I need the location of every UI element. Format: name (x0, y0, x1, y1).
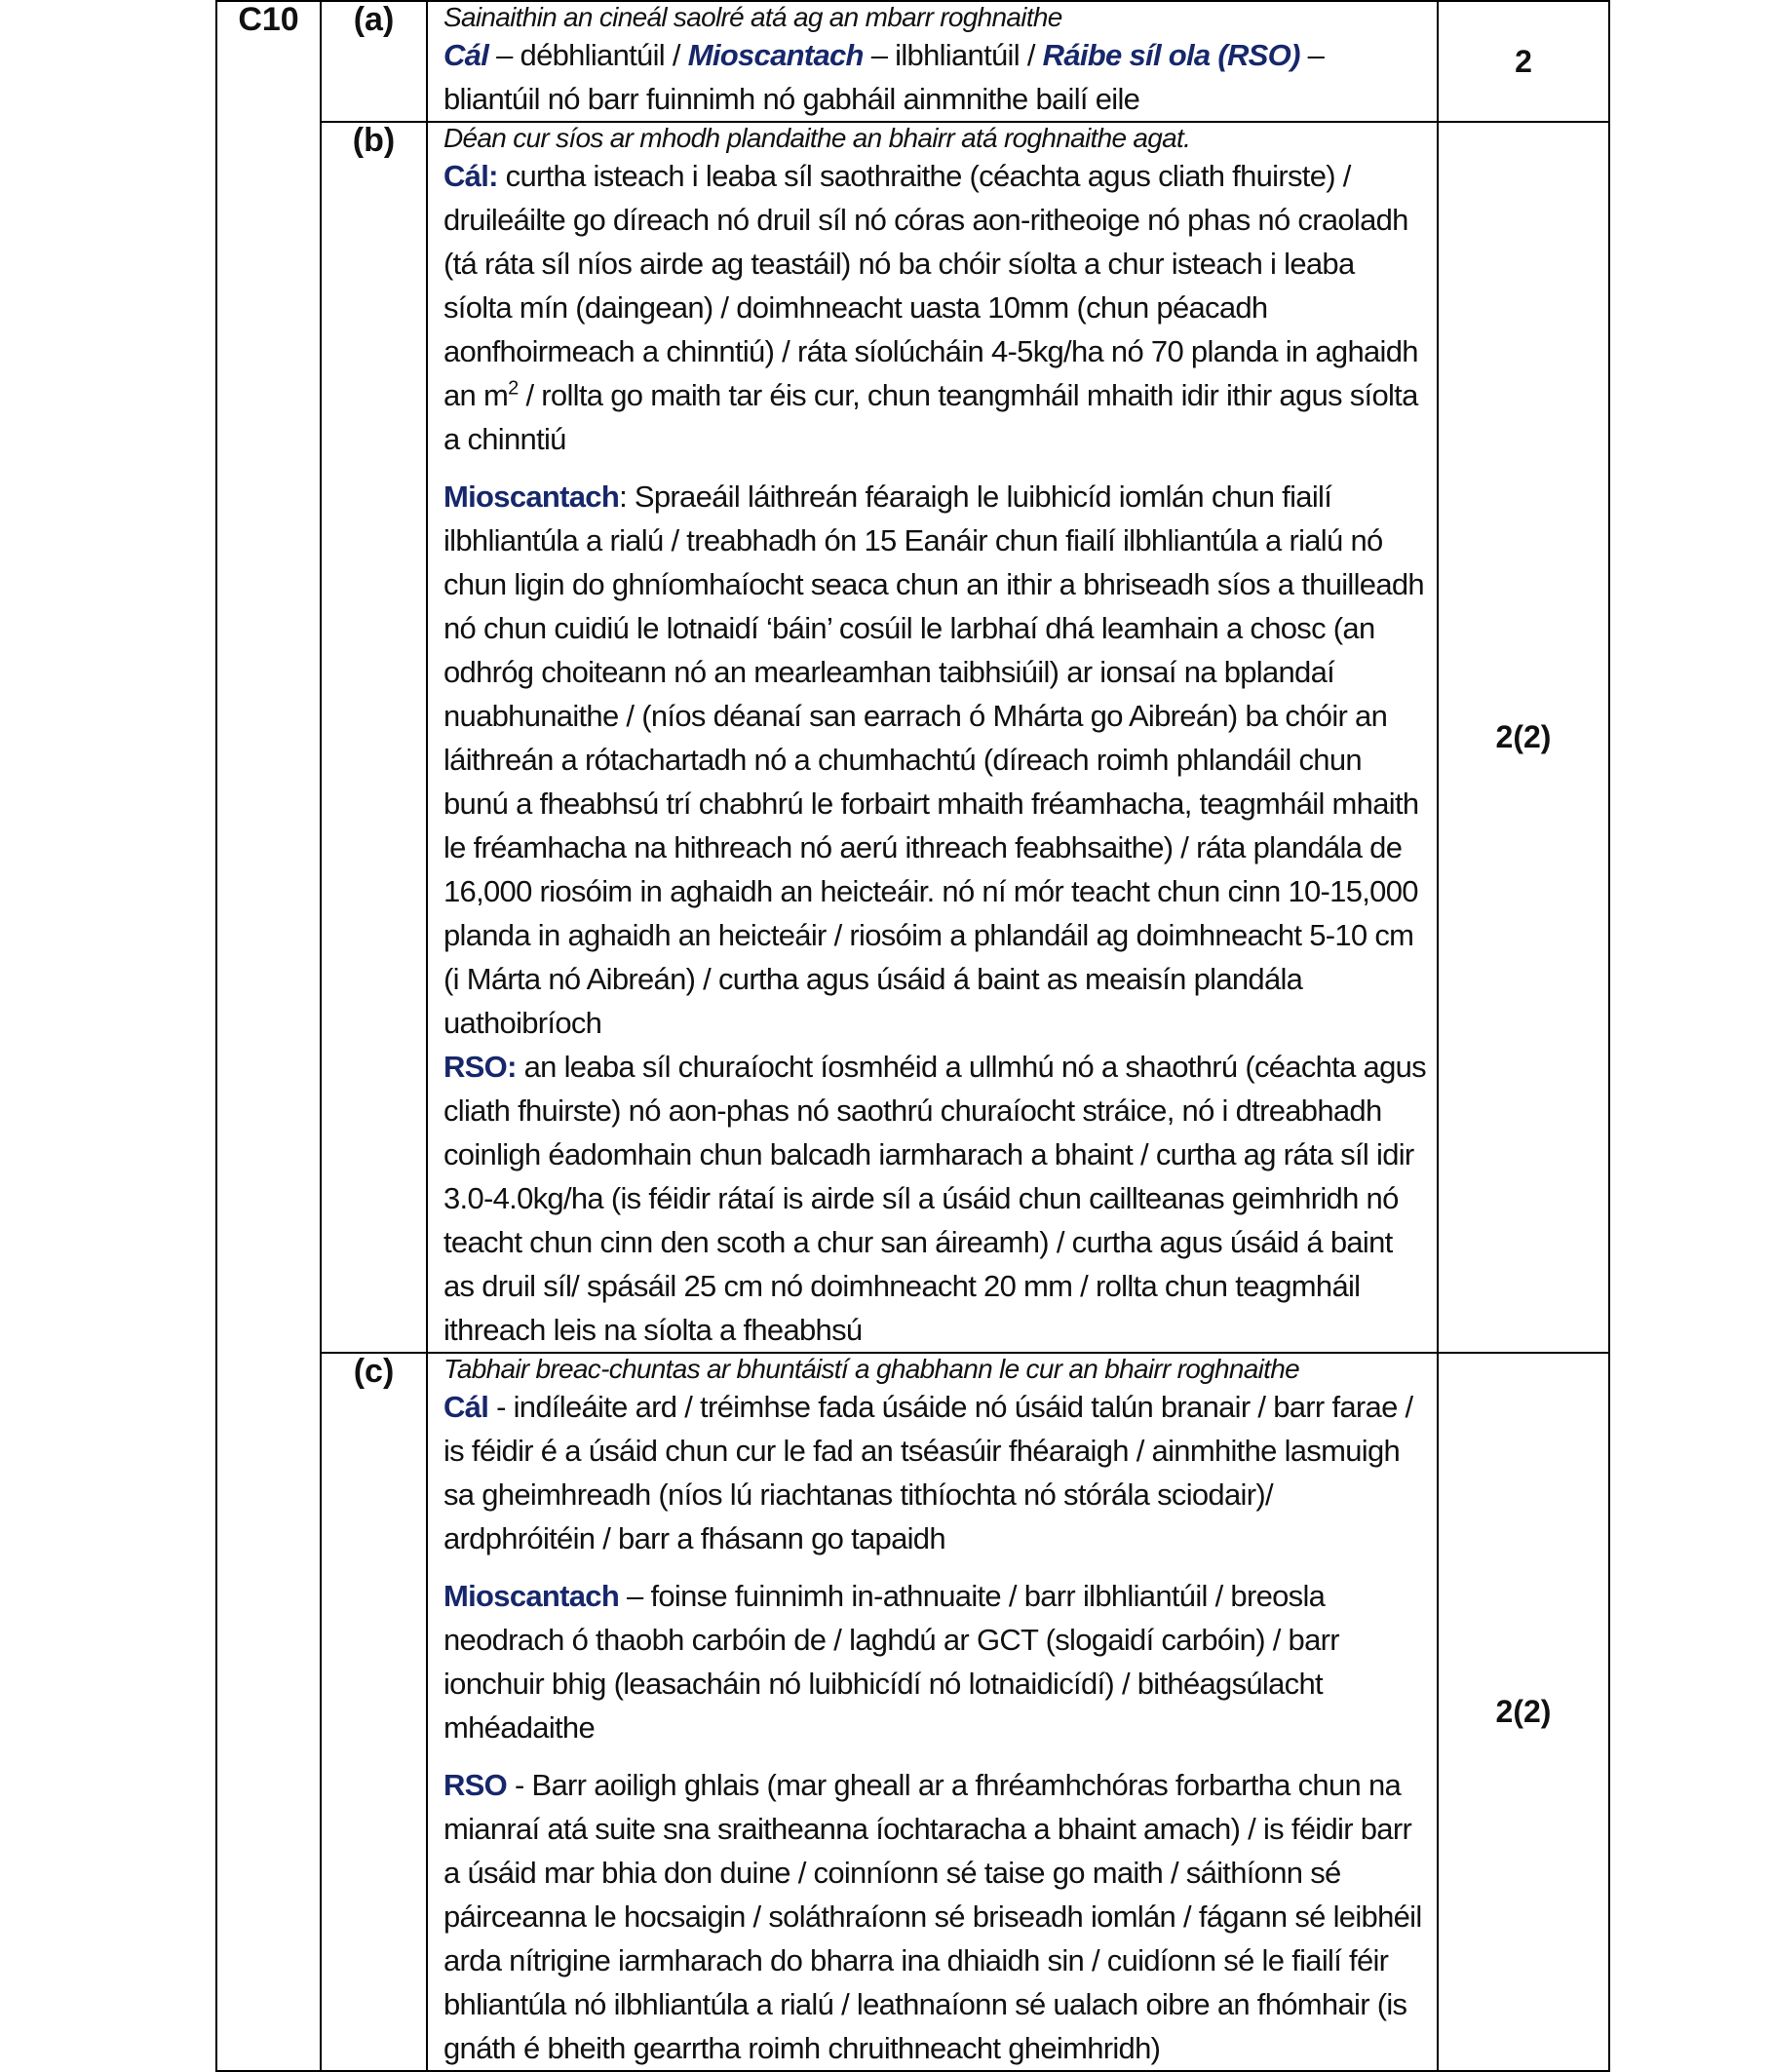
heading-rso-a: Ráibe síl ola (RSO) (1042, 38, 1300, 72)
text-cal-c: - indíleáite ard / tréimhse fada úsáide nó úsáid talún branair / barr farae / is féidir é a úsáid chun cur le fad an tséasúir fhéaraigh / ainmhithe lasmuigh sa gheimhreadh (níos lú riachtanas tithíochta nó stórála sciodair)/ ardphróitéin / barr a fhásann go tapaidh (443, 1390, 1413, 1555)
text-mioscantach-b: : Spraeáil láithreán féaraigh le luibhicíd iomlán chun fiailí ilbhliantúla a rialú / treabhadh ón 15 Eanáir chun fiailí ilbhliantúla a rialú nó chun ligin do ghníomhaíocht seaca chun an ithir a bhriseadh síos a thuilleadh nó chun cuidiú le lotnaidí ‘báin’ cosúil le larbhaí dhá leamhain a chosc (an odhróg choiteann nó an mearleamhan taibhsiúil) ar ionsaí na bplandaí nuabhunaithe / (níos déanaí san earrach ó Mhárta go Aibreán) ba chóir an láithreán a rótachartadh nó a chumhachtú (díreach roimh phlandáil chun bunú a fheabhsú trí chabhrú le forbairt mhaith fréamhacha, teagmháil mhaith le fréamhacha na hithreach nó aerú ithreach feabhsaithe) / ráta plandála de 16,000 riosóim in aghaidh an heicteáir. nó ní mór teacht chun cinn 10-15,000 planda in aghaidh an heicteáir / riosóim a phlandáil ag doimhneacht 5-10 cm (i Márta nó Aibreán) / curtha agus úsáid á baint as meaisín plandála uathoibríoch (443, 480, 1424, 1040)
paragraph-cal-c (443, 1385, 1427, 1560)
prompt-b: Déan cur síos ar mhodh plandaithe an bhairr atá roghnaithe agat. (443, 123, 1191, 153)
heading-cal-c: Cál (443, 1390, 489, 1424)
heading-cal-b: Cál: (443, 159, 498, 193)
text-rso-b: an leaba síl churaíocht íosmhéid a ullmhú nó a shaothrú (céachta agus cliath fhuirste) nó aon-phas nó saothrú churaíocht stráice, nó i dtreabhadh coinligh éadomhain chun balcadh iarmharach a bhaint / curtha ag ráta síl idir 3.0-4.0kg/ha (is féidir rátaí is airde síl a úsáid chun caillteanas geimhridh nó teacht chun cinn den scoth a chur san áireamh) / curtha agus úsáid á baint as druil síl/ spásáil 25 cm nó doimhneacht 20 mm / rollta chun teagmháil ithreach leis na síolta a fheabhsú (443, 1050, 1426, 1347)
heading-mioscantach-c: Mioscantach (443, 1579, 620, 1613)
table-row-part-a (216, 1, 1609, 122)
paragraph-rso-b (443, 1045, 1427, 1352)
mark-a: 2 (1438, 1, 1609, 122)
answer-body-a (443, 33, 1427, 121)
heading-mioscantach-b: Mioscantach (443, 480, 620, 514)
text-mioscantach-c: – foinse fuinnimh in-athnuaite / barr ilbhliantúil / breosla neodrach ó thaobh carbóin de / laghdú ar GCT (slogaidí carbóin) / barr ionchuir bhig (leasacháin nó luibhicídí nó lotnaidicídí) / bithéagsúlacht mhéadaithe (443, 1579, 1339, 1745)
heading-rso-c: RSO (443, 1768, 508, 1802)
text-cal-b-end: / rollta go maith tar éis cur, chun teangmháil mhaith idir ithir agus síolta a chinntiú (443, 378, 1418, 456)
heading-cal-a: Cál (443, 38, 489, 72)
mark-b: 2(2) (1438, 122, 1609, 1353)
table-row-part-c (216, 1353, 1609, 2071)
text-cal-b: curtha isteach i leaba síl saothraithe (céachta agus cliath fhuirste) / druileáilte go díreach nó druil síl nó córas aon-ritheoige nó phas nó craoladh (tá ráta síl níos airde ag teastáil) nó ba chóir síolta a chur isteach i leaba síolta mín (daingean) / doimhneacht uasta 10mm (chun péacadh aonfhoirmeach a chinntiú) / ráta síolúcháin 4-5kg/ha nó 70 planda in aghaidh an m (443, 159, 1418, 412)
answer-text-a (427, 1, 1438, 122)
paragraph-cal-b (443, 154, 1427, 461)
part-label-c: (c) (321, 1353, 427, 2071)
heading-rso-b: RSO: (443, 1050, 517, 1084)
text-rso-a: – bliantúil nó barr fuinnimh nó gabháil ainmnithe bailí eile (443, 38, 1325, 116)
question-number: C10 (216, 1, 321, 2071)
paragraph-mioscantach-b (443, 475, 1427, 1045)
superscript-2: 2 (508, 377, 519, 400)
mark-c: 2(2) (1438, 1353, 1609, 2071)
table-row-part-b (216, 122, 1609, 1353)
answer-text-c (427, 1353, 1438, 2071)
text-cal-a: – débhliantúil / (488, 38, 688, 72)
paragraph-mioscantach-c (443, 1574, 1427, 1749)
paragraph-rso-c (443, 1763, 1427, 2070)
answer-text-b (427, 122, 1438, 1353)
prompt-c: Tabhair breac-chuntas ar bhuntáistí a ghabhann le cur an bhairr roghnaithe (443, 1354, 1300, 1384)
part-label-a: (a) (321, 1, 427, 122)
part-label-b: (b) (321, 122, 427, 1353)
text-mioscantach-a: – ilbhliantúil / (863, 38, 1043, 72)
heading-mioscantach-a: Mioscantach (687, 38, 864, 72)
marking-scheme-table (215, 0, 1610, 2072)
prompt-a: Sainaithin an cineál saolré atá ag an mbarr roghnaithe (443, 2, 1062, 32)
text-rso-c: - Barr aoiligh ghlais (mar gheall ar a fhréamhchóras forbartha chun na mianraí atá suite sna sraitheanna íochtaracha a bhaint amach) / is féidir barr a úsáid mar bhia don duine / coinníonn sé taise go maith / sáithíonn sé páirceanna le hocsaigin / soláthraíonn sé briseadh iomlán / fágann sé leibhéil arda nítrigine iarmharach do bharra ina dhiaidh sin / cuidíonn sé le fiailí féir bhliantúla nó ilbhliantúla a rialú / leathnaíonn sé ualach oibre an fhómhair (is gnáth é bheith gearrtha roimh chruithneacht gheimhridh) (443, 1768, 1422, 2065)
